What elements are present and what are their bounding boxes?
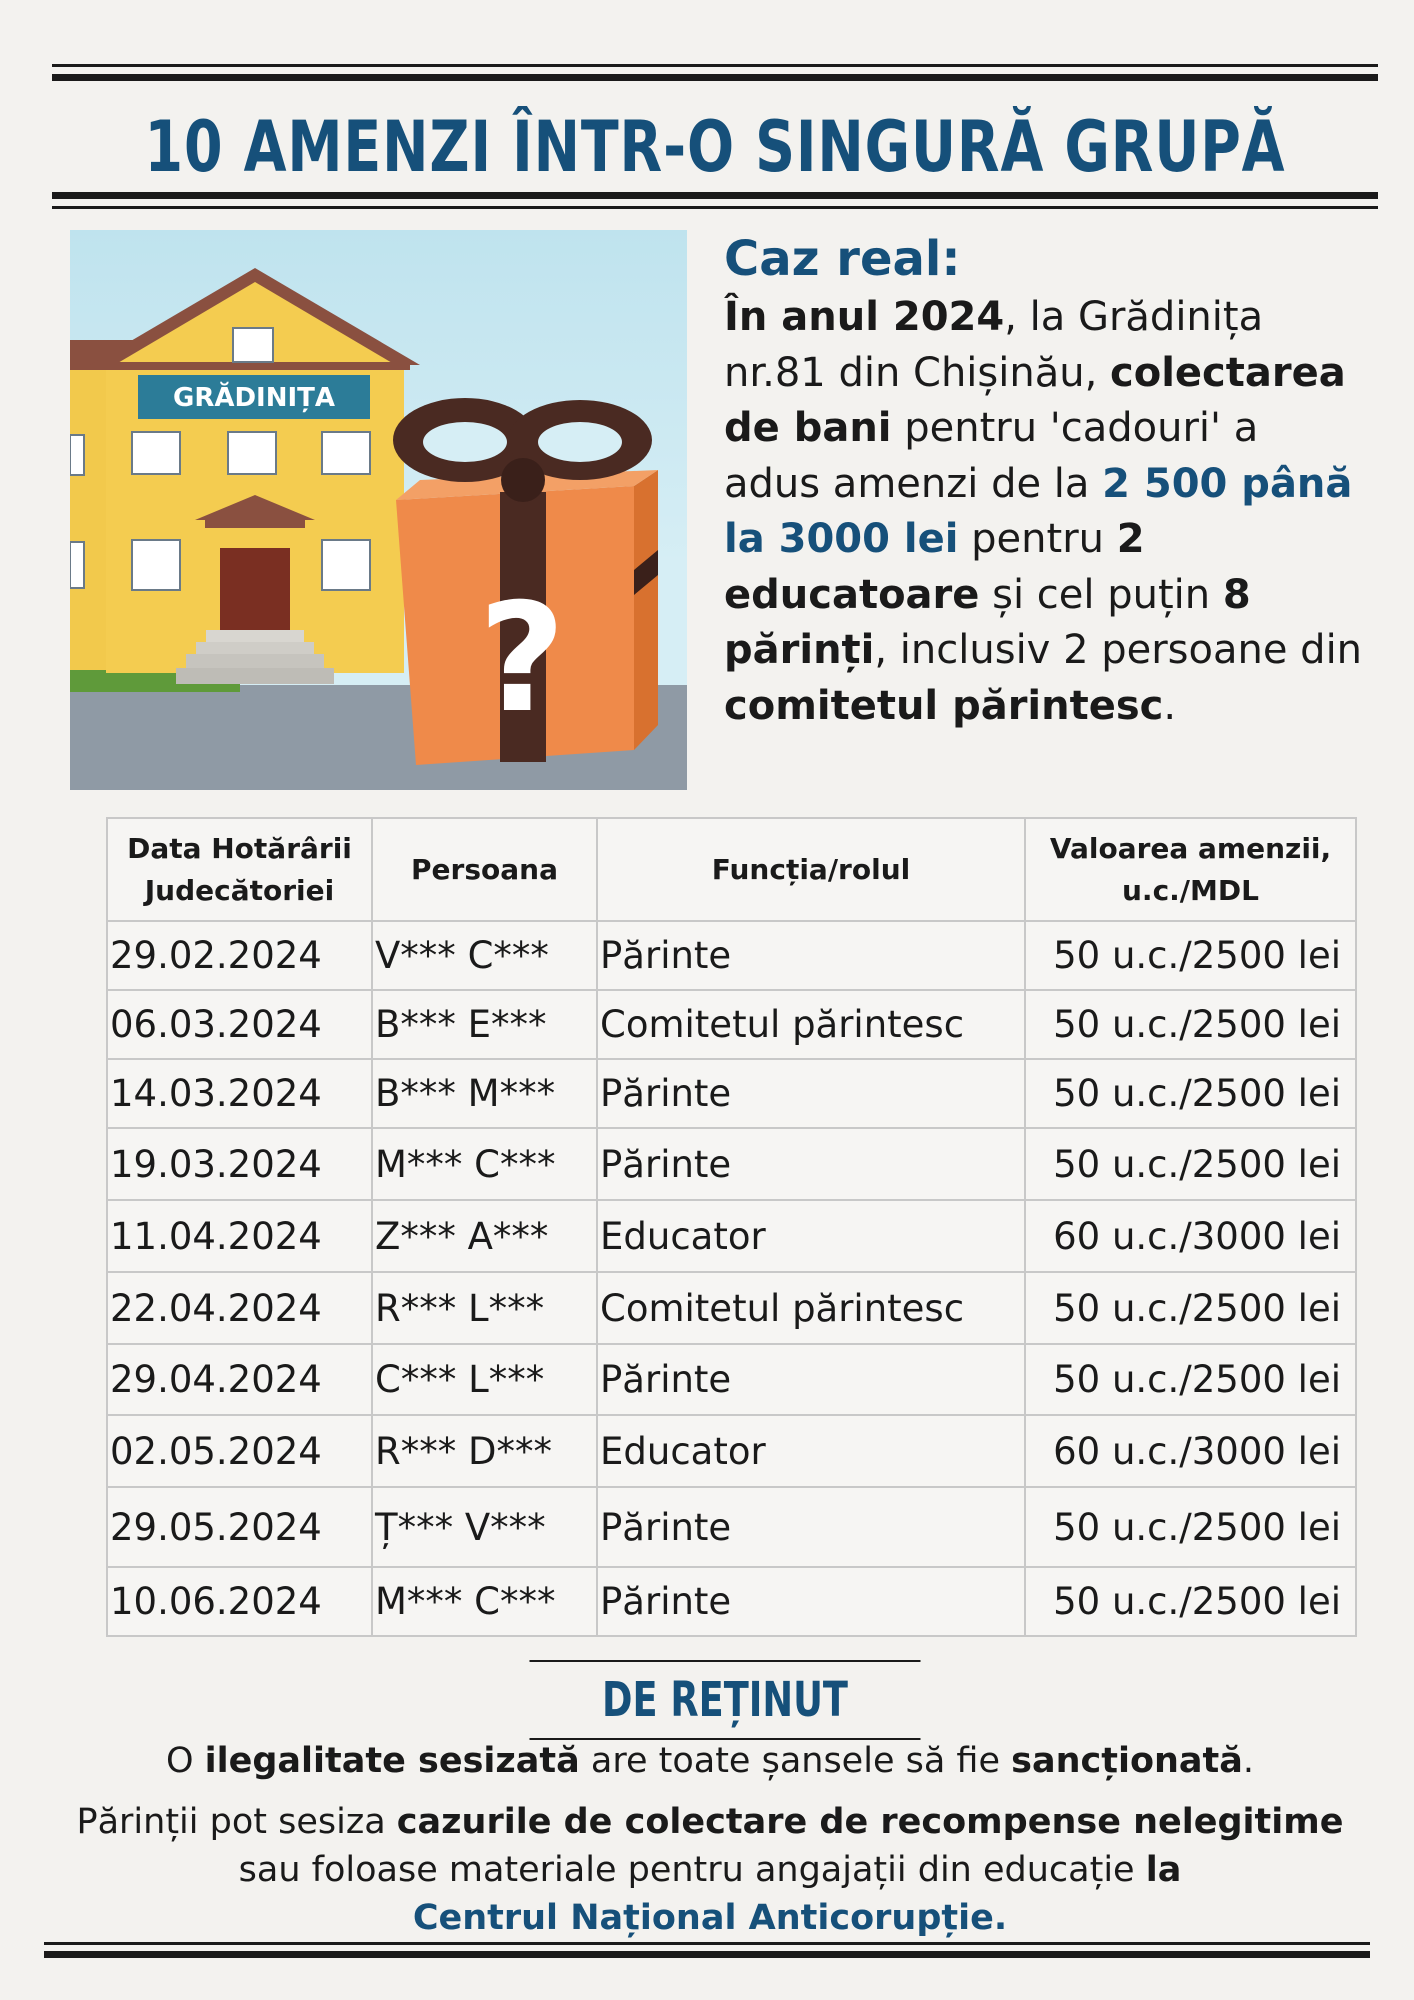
case-description [724, 228, 1364, 734]
table-row [107, 1272, 1356, 1344]
remember-p1-b: ilegalitate sesizată [204, 1741, 580, 1781]
cell-fine: 50 u.c./2500 lei [1025, 1567, 1356, 1636]
remember-statement [60, 1737, 1360, 1785]
question-mark-icon: ? [478, 572, 566, 746]
case-text-4: și cel puțin [979, 571, 1223, 618]
cell-person: V*** C*** [372, 921, 597, 990]
cell-role: Părinte [597, 1567, 1025, 1636]
table-row [107, 1567, 1356, 1636]
cell-role: Educator [597, 1200, 1025, 1272]
cell-role: Părinte [597, 1128, 1025, 1200]
cell-person: R*** D*** [372, 1415, 597, 1487]
cell-date: 06.03.2024 [107, 990, 372, 1059]
cell-fine: 50 u.c./2500 lei [1025, 1272, 1356, 1344]
cell-fine: 50 u.c./2500 lei [1025, 1059, 1356, 1128]
illustration-sign-text: GRĂDINIȚA [172, 383, 336, 413]
cell-fine: 50 u.c./2500 lei [1025, 1487, 1356, 1567]
case-parents: 8 părinți [724, 571, 1251, 673]
cell-role: Comitetul părintesc [597, 990, 1025, 1059]
cell-date: 22.04.2024 [107, 1272, 372, 1344]
remember-p2-b: cazurile de colectare de recompense nelegitime [396, 1802, 1344, 1842]
table-row [107, 1059, 1356, 1128]
remember-p2-a: Părinții pot sesiza [76, 1802, 397, 1842]
cell-date: 19.03.2024 [107, 1128, 372, 1200]
table-row [107, 1415, 1356, 1487]
cell-role: Părinte [597, 1344, 1025, 1415]
table-row [107, 1344, 1356, 1415]
kindergarten-gift-illustration [70, 230, 687, 790]
case-fine-range: 2 500 până la 3000 lei [724, 460, 1353, 562]
cell-fine: 50 u.c./2500 lei [1025, 1344, 1356, 1415]
cell-person: C*** L*** [372, 1344, 597, 1415]
cell-role: Părinte [597, 1059, 1025, 1128]
cell-fine: 50 u.c./2500 lei [1025, 990, 1356, 1059]
cell-fine: 60 u.c./3000 lei [1025, 1415, 1356, 1487]
title-rule-thick [52, 192, 1378, 199]
case-text-3: pentru [958, 516, 1117, 562]
cell-date: 29.04.2024 [107, 1344, 372, 1415]
case-text-1: , la Grădinița nr.81 din Chișinău, [724, 294, 1264, 396]
title-rule-thin [52, 206, 1378, 209]
case-heading-colon: : [941, 231, 961, 287]
cell-person: M*** C*** [372, 1128, 597, 1200]
cell-date: 02.05.2024 [107, 1415, 372, 1487]
case-text-end: . [1163, 682, 1177, 729]
case-text-2: pentru 'cadouri' a adus amenzi de la [724, 405, 1259, 507]
anticorruption-center-name: Centrul Național Anticorupție [412, 1898, 994, 1938]
cell-person: M*** C*** [372, 1567, 597, 1636]
cell-date: 29.05.2024 [107, 1487, 372, 1567]
remember-p2-c: sau foloase materiale pentru angajații din educație [238, 1850, 1146, 1890]
case-teachers: 2 educatoare [724, 516, 1145, 618]
cell-date: 14.03.2024 [107, 1059, 372, 1128]
case-heading [724, 228, 1364, 290]
illustration-svg [70, 230, 687, 790]
page-title: 10 AMENZI ÎNTR-O SINGURĂ GRUPĂ [144, 106, 1286, 188]
remember-title: DE REȚINUT [530, 1660, 921, 1740]
header-date: Data Hotărârii Judecătoriei [107, 818, 372, 921]
remember-p1-a: O [165, 1741, 205, 1781]
cell-person: R*** L*** [372, 1272, 597, 1344]
cell-role: Educator [597, 1415, 1025, 1487]
case-money-collection: colectarea de bani [724, 349, 1346, 451]
header-fine: Valoarea amenzii, u.c./MDL [1025, 818, 1356, 921]
table-header-row [107, 818, 1356, 921]
header-role: Funcția/rolul [597, 818, 1025, 921]
bottom-rule-thick [44, 1951, 1370, 1958]
remember-p1-c: are toate șansele să fie [579, 1741, 1012, 1781]
table-row [107, 1128, 1356, 1200]
table-row [107, 1487, 1356, 1567]
remember-p2-d: la [1145, 1850, 1182, 1890]
remember-p2-f: . [993, 1898, 1008, 1938]
cell-role: Părinte [597, 921, 1025, 990]
cell-date: 11.04.2024 [107, 1200, 372, 1272]
cell-role: Comitetul părintesc [597, 1272, 1025, 1344]
report-instructions [60, 1798, 1360, 1942]
cell-fine: 50 u.c./2500 lei [1025, 921, 1356, 990]
table-row [107, 1200, 1356, 1272]
cell-role: Părinte [597, 1487, 1025, 1567]
table-row [107, 921, 1356, 990]
cell-date: 10.06.2024 [107, 1567, 372, 1636]
case-text-5: , inclusiv 2 persoane din [874, 627, 1363, 673]
remember-p1-d: sancționată [1011, 1741, 1243, 1781]
case-heading-label: Caz real [724, 231, 942, 287]
cell-person: Z*** A*** [372, 1200, 597, 1272]
remember-p1-e: . [1242, 1741, 1255, 1781]
cell-fine: 50 u.c./2500 lei [1025, 1128, 1356, 1200]
cell-person: Ț*** V*** [372, 1487, 597, 1567]
header-person: Persoana [372, 818, 597, 921]
table-row [107, 990, 1356, 1059]
case-body [724, 290, 1364, 734]
cell-fine: 60 u.c./3000 lei [1025, 1200, 1356, 1272]
case-year: În anul 2024 [724, 294, 1005, 340]
bottom-rule-thin [44, 1942, 1370, 1945]
cell-person: B*** E*** [372, 990, 597, 1059]
case-committee: comitetul părintesc [724, 682, 1164, 729]
top-rule-thick [52, 74, 1378, 81]
top-rule-thin [52, 64, 1378, 67]
cell-person: B*** M*** [372, 1059, 597, 1128]
cell-date: 29.02.2024 [107, 921, 372, 990]
fines-table [106, 817, 1357, 1637]
